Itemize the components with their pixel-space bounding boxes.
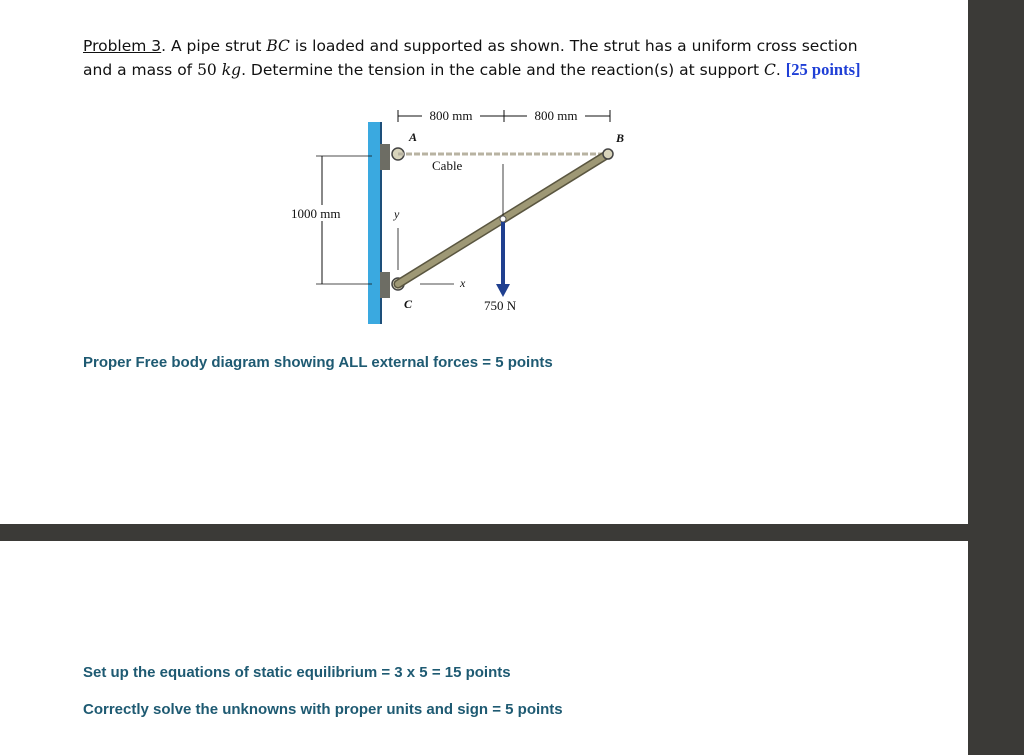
point-b-label: B (616, 131, 625, 145)
load-arrowhead (496, 284, 510, 297)
grading-equations: Set up the equations of static equilibrium = 3 x 5 = 15 points (83, 664, 511, 681)
axis-y-label: y (394, 207, 400, 221)
point-a-label: A (409, 130, 418, 144)
strut-name: BC (266, 37, 290, 55)
bracket-a (380, 144, 390, 170)
dimension-vertical: 1000 mm (291, 206, 341, 221)
problem-statement: Problem 3. A pipe strut BC is loaded and supported as shown. The strut has a uniform cross section and a mass of 50 kg. Determine the tension in the cable and the reaction(s) at support C. [25 points] (83, 37, 861, 79)
cable-label: Cable (432, 158, 463, 173)
problem-label: Problem 3 (83, 37, 162, 55)
support-name: C (764, 61, 776, 79)
dimension-top-right: 800 mm (534, 108, 578, 123)
dimension-top-left: 800 mm (429, 108, 473, 123)
points-badge: [25 points] (785, 60, 861, 79)
axis-x-label: x (460, 276, 466, 290)
document-page-2 (0, 541, 968, 755)
point-c-label: C (404, 297, 413, 311)
load-label: 750 N (484, 298, 517, 313)
bracket-c (380, 272, 390, 298)
grading-solve: Correctly solve the unknowns with proper units and sign = 5 points (83, 701, 563, 718)
grading-fbd: Proper Free body diagram showing ALL external forces = 5 points (83, 354, 553, 371)
wall (368, 122, 382, 324)
load-point (500, 216, 506, 222)
mass-unit: kg (221, 61, 242, 79)
mass-value: 50 (197, 61, 217, 79)
strut-figure (280, 100, 640, 340)
pin-b (603, 149, 613, 159)
